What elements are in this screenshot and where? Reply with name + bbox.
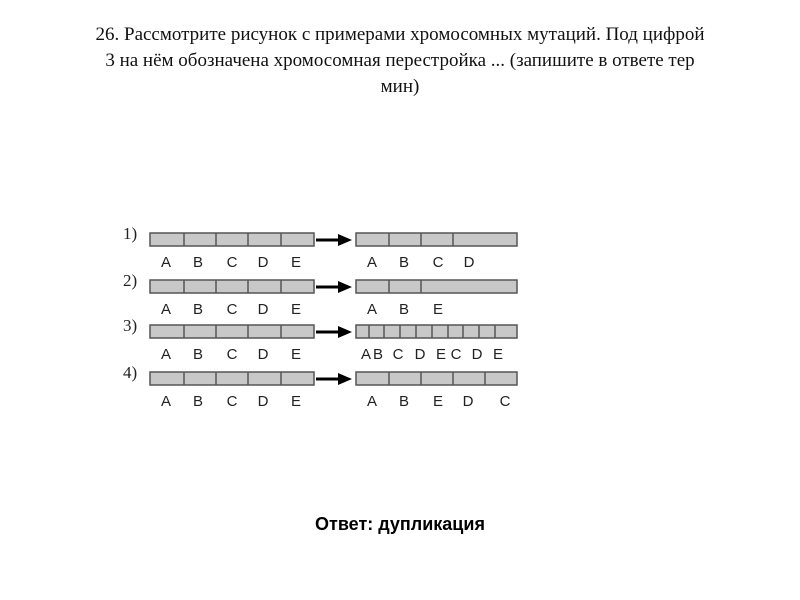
original-gene-label: D	[257, 301, 269, 318]
mutated-gene-label: B	[398, 301, 410, 318]
original-gene-label: C	[226, 346, 238, 363]
mutated-gene-label: D	[471, 346, 483, 363]
original-gene-label: D	[257, 254, 269, 271]
mutated-gene-label: A	[366, 393, 378, 410]
original-gene-label: E	[290, 393, 302, 410]
arrow-icon	[338, 281, 352, 293]
question-line-2: 3 на нём обозначена хромосомная перестройка ... (запишите в ответе тер	[105, 50, 695, 71]
row-number-4: 4)	[123, 363, 138, 382]
mutated-gene-label: A	[366, 301, 378, 318]
original-gene-label: B	[192, 393, 204, 410]
original-gene-label: C	[226, 301, 238, 318]
question-line-1: 26. Рассмотрите рисунок с примерами хромосомных мутаций. Под цифрой	[95, 24, 705, 45]
original-gene-label: A	[160, 393, 172, 410]
original-gene-label: E	[290, 346, 302, 363]
mutated-chromosome-3	[356, 325, 517, 338]
mutated-gene-label: D	[463, 254, 475, 271]
mutated-gene-label: E	[435, 346, 447, 363]
original-chromosome-3	[150, 325, 314, 338]
arrow-icon	[338, 326, 352, 338]
mutated-gene-label: D	[462, 393, 474, 410]
mutated-gene-label: B	[372, 346, 384, 363]
original-gene-label: A	[160, 346, 172, 363]
original-gene-label: E	[290, 301, 302, 318]
original-gene-label: C	[226, 254, 238, 271]
answer-text: Ответ: дупликация	[315, 514, 485, 534]
mutated-gene-label: B	[398, 254, 410, 271]
original-chromosome-2	[150, 280, 314, 293]
mutated-chromosome-1	[356, 233, 517, 246]
mutated-gene-label: C	[450, 346, 462, 363]
mutated-gene-label: C	[392, 346, 404, 363]
original-gene-label: B	[192, 254, 204, 271]
row-number-3: 3)	[123, 316, 138, 335]
mutated-gene-label: C	[499, 393, 511, 410]
original-gene-label: D	[257, 393, 269, 410]
mutated-gene-label: D	[414, 346, 426, 363]
mutated-gene-label: A	[366, 254, 378, 271]
mutated-gene-label: C	[432, 254, 444, 271]
mutated-gene-label: B	[398, 393, 410, 410]
original-gene-label: B	[192, 301, 204, 318]
row-number-2: 2)	[123, 271, 138, 290]
original-gene-label: C	[226, 393, 238, 410]
arrow-icon	[338, 373, 352, 385]
original-gene-label: A	[160, 301, 172, 318]
mutated-gene-label: E	[492, 346, 504, 363]
original-gene-label: A	[160, 254, 172, 271]
original-chromosome-4	[150, 372, 314, 385]
original-gene-label: D	[257, 346, 269, 363]
arrow-icon	[338, 234, 352, 246]
row-number-1: 1)	[123, 224, 138, 243]
question-line-3: мин)	[380, 76, 420, 97]
mutated-gene-label: A	[360, 346, 372, 363]
mutated-chromosome-2	[356, 280, 517, 293]
mutated-gene-label: E	[432, 301, 444, 318]
mutated-gene-label: E	[432, 393, 444, 410]
original-gene-label: E	[290, 254, 302, 271]
mutated-chromosome-4	[356, 372, 517, 385]
original-gene-label: B	[192, 346, 204, 363]
original-chromosome-1	[150, 233, 314, 246]
